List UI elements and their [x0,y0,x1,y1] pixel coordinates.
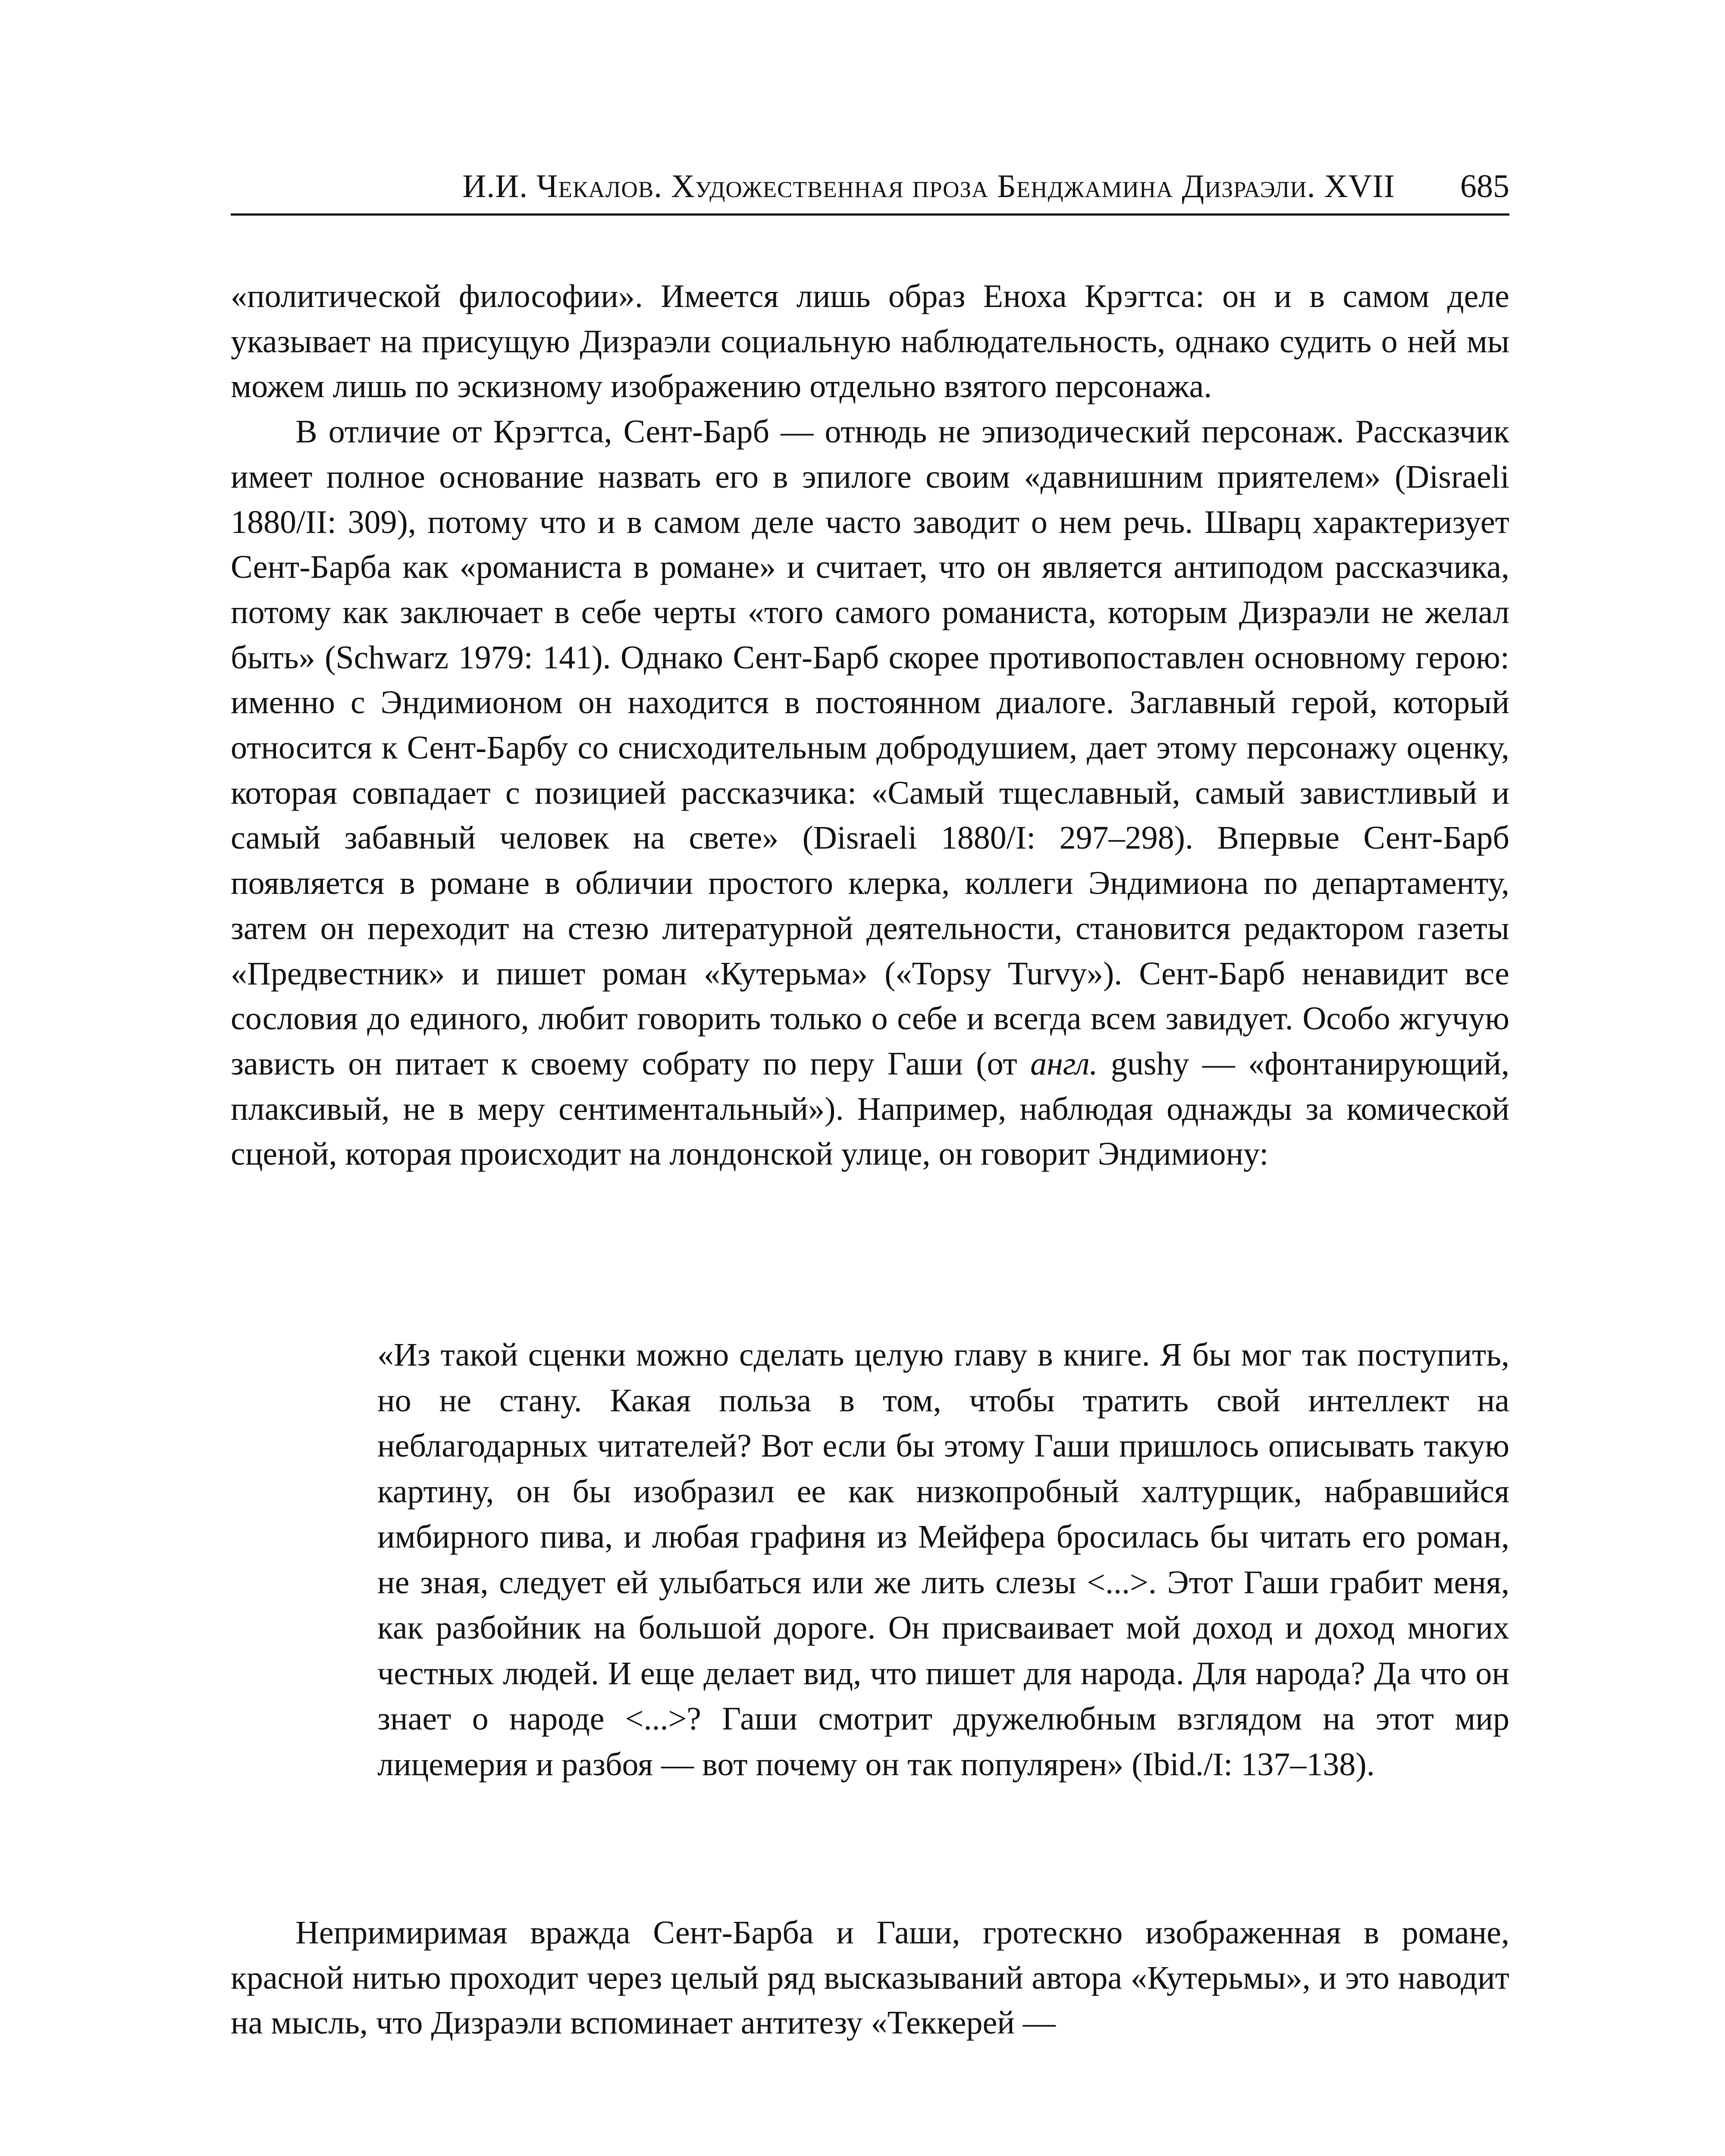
main-text [231,274,1509,1177]
paragraph-3: Непримиримая вражда Сент-Барба и Гаши, гротескно изображенная в романе, красной нитью проходит через целый ряд высказываний автора «Кутерьмы», и это наводит на мысль, что Дизраэли вспоминает антитезу «Теккерей — [231,1915,1509,2041]
block-quote-text: «Из такой сценки можно сделать целую главу в книге. Я бы мог так поступить, но не стану. Какая польза в том, чтобы тратить свой интеллект на неблагодарных читателей? Вот если бы этому Гаши пришлось описывать такую картину, он бы изобразил ее как низкопробный халтурщик, набравшийся имбирного пива, и любая графиня из Мейфера бросилась бы читать его роман, не зная, следует ей улыбаться или же лить слезы <...>. Этот Гаши грабит меня, как разбойник на большой дороге. Он присваивает мой доход и доход многих честных людей. И еще делает вид, что пишет для народа. Для народа? Да что он знает о народе <...>? Гаши смотрит дружелюбным взглядом на этот мир лицемерия и разбоя — вот почему он так популярен» (Ibid./I: 137–138). [377,1337,1509,1783]
paragraph-2 [231,409,1509,1177]
page-number: 685 [1460,168,1509,204]
paragraph-2-part-2: gushy — «фонтанирующий, плаксивый, не в меру сентиментальный»). Например, наблюдая однажды за комической сценой, которая происходит на лондонской улице, он говорит Эндимиону: [231,1045,1509,1172]
closing-text [231,1910,1509,2046]
book-page [231,0,1509,2156]
paragraph-2-italic: англ. [1030,1045,1098,1082]
running-header [231,166,1509,216]
block-quote [377,1332,1509,1787]
paragraph-2-part-1: В отличие от Крэгтса, Сент-Барб — отнюдь не эпизодический персонаж. Рассказчик имеет полное основание назвать его в эпилоге своим «давнишним приятелем» (Disraeli 1880/II: 309), потому что и в самом деле часто заводит о нем речь. Шварц характеризует Сент-Барба как «романиста в романе» и считает, что он является антиподом рассказчика, потому как заключает в себе черты «того самого романиста, которым Дизраэли не желал быть» (Schwarz 1979: 141). Однако Сент-Барб скорее противопоставлен основному герою: именно с Эндимионом он находится в постоянном диалоге. Заглавный герой, который относится к Сент-Барбу со снисходительным добродушием, дает этому персонажу оценку, которая совпадает с позицией рассказчика: «Самый тщеславный, самый завистливый и самый забавный человек на свете» (Disraeli 1880/I: 297–298). Впервые Сент-Барб появляется в романе в обличии простого клерка, коллеги Эндимиона по департаменту, затем он переходит на стезю литературной деятельности, становится редактором газеты «Предвестник» и пишет роман «Кутерьма» («Topsy Turvy»). Сент-Барб ненавидит все сословия до единого, любит говорить только о себе и всегда всем завидует. Особо жгучую зависть он питает к своему собрату по перу Гаши (от [231,414,1509,1082]
running-title: И.И. Чекалов. Художественная проза Бенджамина Дизраэли. XVII [462,168,1395,204]
paragraph-1: «политической философии». Имеется лишь образ Еноха Крэгтса: он и в самом деле указывает на присущую Дизраэли социальную наблюдательность, однако судить о ней мы можем лишь по эскизному изображению отдельно взятого персонажа. [231,278,1509,405]
